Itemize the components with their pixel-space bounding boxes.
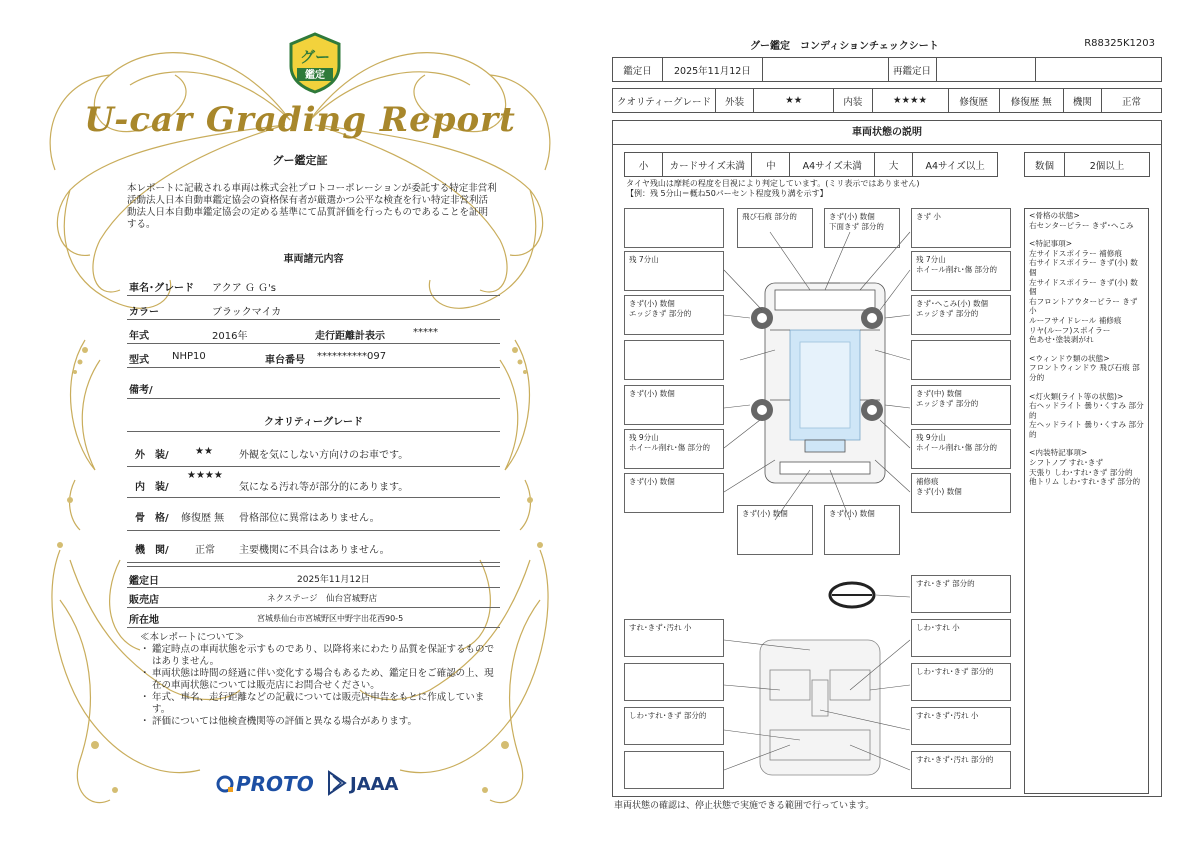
proto-logo-icon: [216, 775, 234, 793]
note-line: 右ヘッドライト 曇り･くすみ 部分的: [1029, 401, 1144, 420]
row-engine: [127, 536, 500, 563]
note-line: 右サイドスポイラー きず(小) 数個: [1029, 258, 1138, 277]
comment-box: [624, 208, 724, 248]
sheet-code: R88325K1203: [1084, 38, 1155, 49]
comment-box: [911, 340, 1011, 380]
note-line: 左サイドスポイラー きず(小) 数個: [1029, 277, 1138, 297]
date-value: 2025年11月12日: [297, 575, 370, 585]
comment-box: 残 9分山 ホイール削れ･傷 部分的: [911, 429, 1011, 469]
report-notes: [140, 632, 500, 728]
row-remarks: [127, 376, 500, 398]
note-line: 他トリム しわ･すれ･きず 部分的: [1029, 477, 1141, 487]
size-mid: 中: [752, 153, 790, 177]
comment-box: [624, 663, 724, 701]
row-exterior: [127, 441, 500, 467]
count-label: 数個: [1025, 153, 1065, 177]
comment-box: きず(小) 数個: [624, 473, 724, 513]
note-line: <骨格の状態>: [1029, 211, 1080, 220]
date-value: 2025年11月12日: [662, 58, 762, 82]
comment-box: すれ･きず･汚れ 部分的: [911, 751, 1011, 789]
note-line: 左ヘッドライト 曇り･くすみ 部分的: [1029, 420, 1144, 439]
divider: [127, 398, 500, 399]
note-line: ルーフサイドレール 補修痕: [1029, 315, 1122, 325]
note-item: ・ 車両状態は時間の経過に伴い変化する場合もあるため、鑑定日をご確認の上、現在の車両状態については販売店にお問合せください。: [140, 668, 500, 692]
comment-box: きず(小) 数個: [824, 505, 900, 555]
comment-box: きず(小) 数個: [624, 385, 724, 425]
condition-check-sheet: [600, 0, 1200, 848]
comment-box: きず･へこみ(小) 数個 エッジきず 部分的: [911, 295, 1011, 335]
row-name: [127, 274, 500, 296]
note-line: フロントウィンドウ 飛び石痕 部分的: [1029, 363, 1140, 382]
frame-value: 修復歴 無: [181, 513, 225, 524]
comment-box: すれ･きず 部分的: [911, 575, 1011, 613]
mileage-label: 走行距離計表示: [315, 331, 385, 342]
engine-value: 正常: [195, 545, 215, 556]
interior-label: 内装: [834, 89, 872, 113]
mileage-value: *****: [413, 327, 438, 338]
notes-heading: ≪本レポートについて≫: [140, 632, 245, 643]
interior-stars: ★★★★: [187, 470, 223, 481]
divider: [127, 431, 500, 432]
jaaa-logo-icon: [327, 770, 347, 796]
size-large: 大: [875, 153, 913, 177]
panel-title: 車両状態の説明: [613, 121, 1161, 145]
size-large-desc: A4サイズ以上: [913, 153, 998, 177]
interior-stars: ★★★★: [872, 89, 948, 113]
certificate-subtitle: グー鑑定証: [272, 154, 328, 167]
note-line: 左サイドスポイラー 補修痕: [1029, 248, 1122, 258]
comment-box: きず(中) 数個 エッジきず 部分的: [911, 385, 1011, 425]
count-desc: 2個以上: [1065, 153, 1150, 177]
exterior-stars: ★★: [195, 446, 213, 457]
row-year: [127, 322, 500, 344]
comment-box: しわ･すれ･きず 部分的: [911, 663, 1011, 701]
note-line: <内装特記事項>: [1029, 448, 1088, 458]
address-value: 宮城県仙台市宮城野区中野字出花西90-5: [257, 614, 404, 623]
note-line: リヤ(ルーフ)スポイラー: [1029, 325, 1111, 335]
quality-heading: クオリティーグレード: [264, 417, 363, 428]
condition-notes: [1024, 208, 1149, 794]
interior-label: 内 装/: [135, 482, 169, 493]
engine-value: 正常: [1102, 89, 1162, 113]
engine-label: 機関: [1063, 89, 1101, 113]
comment-box: きず 小: [911, 208, 1011, 248]
exterior-label: 外 装/: [135, 450, 169, 461]
comment-box: [624, 751, 724, 789]
engine-label: 機 関/: [135, 545, 169, 556]
chassis-value: **********097: [317, 351, 387, 362]
size-mid-desc: A4サイズ未満: [790, 153, 875, 177]
row-frame: [127, 504, 500, 531]
interior-desc: 気になる汚れ等が部分的にあります。: [239, 482, 409, 493]
jaaa-logo: JAAA: [350, 774, 399, 795]
color-label: カラー: [129, 307, 159, 318]
goo-kantei-badge: [287, 32, 343, 94]
row-model: [127, 346, 500, 368]
tire-note-line1: タイヤ残山は摩耗の程度を目視により判定しています。(ミリ表示ではありません): [626, 179, 920, 188]
comment-box: 残 7分山 ホイール削れ･傷 部分的: [911, 251, 1011, 291]
engine-desc: 主要機関に不具合はありません。: [239, 545, 390, 556]
report-title: U-car Grading Report: [84, 100, 516, 140]
badge-line1: グー: [299, 48, 331, 66]
row-interior: [127, 470, 500, 498]
comment-box: 残 7分山: [624, 251, 724, 291]
model-value: NHP10: [172, 351, 206, 362]
badge-line2: 鑑定: [305, 70, 325, 81]
address-label: 所在地: [129, 615, 159, 626]
sheet-footer: 車両状態の確認は、停止状態で実施できる範囲で行っています。: [614, 801, 875, 811]
comment-box: すれ･きず･汚れ 小: [911, 707, 1011, 745]
redate-label: 再鑑定日: [888, 58, 936, 82]
note-line: <特記事項>: [1029, 239, 1073, 249]
note-line: 天張り しわ･すれ･きず 部分的: [1029, 467, 1133, 477]
comment-box: しわ･すれ･きず 部分的: [624, 707, 724, 745]
date-label: 鑑定日: [613, 58, 663, 82]
note-line: <灯火類(ライト等の状態)>: [1029, 391, 1124, 401]
frame-label: 骨 格/: [135, 513, 169, 524]
name-label: 車名･グレード: [129, 283, 194, 294]
model-label: 型式: [129, 355, 149, 366]
comment-box: きず(小) 数個 エッジきず 部分的: [624, 295, 724, 335]
certificate-intro: 本レポートに記載される車両は株式会社プロトコーポレーションが委託する特定非営利活動法人日本自動車鑑定協会の資格保有者が厳選かつ公平な検査を行い特定非営利活動法人日本自動車鑑定協会の定める基準にて品質評価を行ったものであることを証明する。: [127, 183, 497, 230]
proto-logo: PROTO: [236, 772, 314, 796]
size-small-desc: カードサイズ未満: [663, 153, 752, 177]
sheet-title: グー鑑定 コンディションチェックシート: [750, 41, 939, 52]
note-line: シフトノブ すれ･きず: [1029, 458, 1104, 468]
comment-box: 残 9分山 ホイール削れ･傷 部分的: [624, 429, 724, 469]
repair-label: 修復歴: [948, 89, 999, 113]
year-value: 2016年: [212, 331, 248, 342]
row-address: [127, 608, 500, 628]
comment-box: しわ･すれ 小: [911, 619, 1011, 657]
comment-box: きず(小) 数個: [737, 505, 813, 555]
chassis-label: 車台番号: [265, 355, 305, 366]
remarks-label: 備考/: [129, 385, 153, 396]
color-value: ブラックマイカ: [212, 307, 282, 318]
quality-label: クオリティーグレード: [613, 89, 716, 113]
spec-heading: 車両諸元内容: [283, 254, 344, 265]
name-value: アクア Ｇ Ｇ's: [212, 283, 277, 294]
note-line: 右フロントアウターピラー きず 小: [1029, 296, 1138, 316]
note-line: <ウィンドウ類の状態>: [1029, 353, 1110, 363]
row-store: [127, 588, 500, 608]
store-label: 販売店: [129, 595, 159, 606]
date-label: 鑑定日: [129, 576, 159, 587]
row-color: [127, 298, 500, 320]
tire-note-line2: 【例：残 5分山＝概ね50パーセント程度残り溝を示す】: [626, 189, 828, 198]
exterior-label: 外装: [716, 89, 754, 113]
note-item: ・ 評価については他検査機関等の評価と異なる場合があります。: [140, 716, 500, 728]
size-small: 小: [625, 153, 663, 177]
frame-desc: 骨格部位に異常はありません。: [239, 513, 380, 524]
note-item: ・ 鑑定時点の車両状態を示すものであり、以降将来にわたり品質を保証するものではありません。: [140, 644, 500, 668]
comment-box: [624, 340, 724, 380]
row-date: [127, 566, 500, 588]
store-value: ネクステージ 仙台宮城野店: [267, 594, 378, 604]
repair-value: 修復歴 無: [999, 89, 1063, 113]
exterior-stars: ★★: [754, 89, 834, 113]
note-item: ・ 年式、車名、走行距離などの記載については販売店申告をもとに作成しています。: [140, 692, 500, 716]
comment-box: 飛び石痕 部分的: [737, 208, 813, 248]
comment-box: すれ･きず･汚れ 小: [624, 619, 724, 657]
note-line: 右センターピラー きず･へこみ: [1029, 220, 1134, 230]
comment-box: 補修痕 きず(小) 数個: [911, 473, 1011, 513]
year-label: 年式: [129, 331, 149, 342]
comment-box: きず(小) 数個 下面きず 部分的: [824, 208, 900, 248]
exterior-desc: 外観を気にしない方向けのお車です。: [239, 450, 409, 461]
note-line: 色あせ･塗装剥がれ: [1029, 335, 1094, 345]
